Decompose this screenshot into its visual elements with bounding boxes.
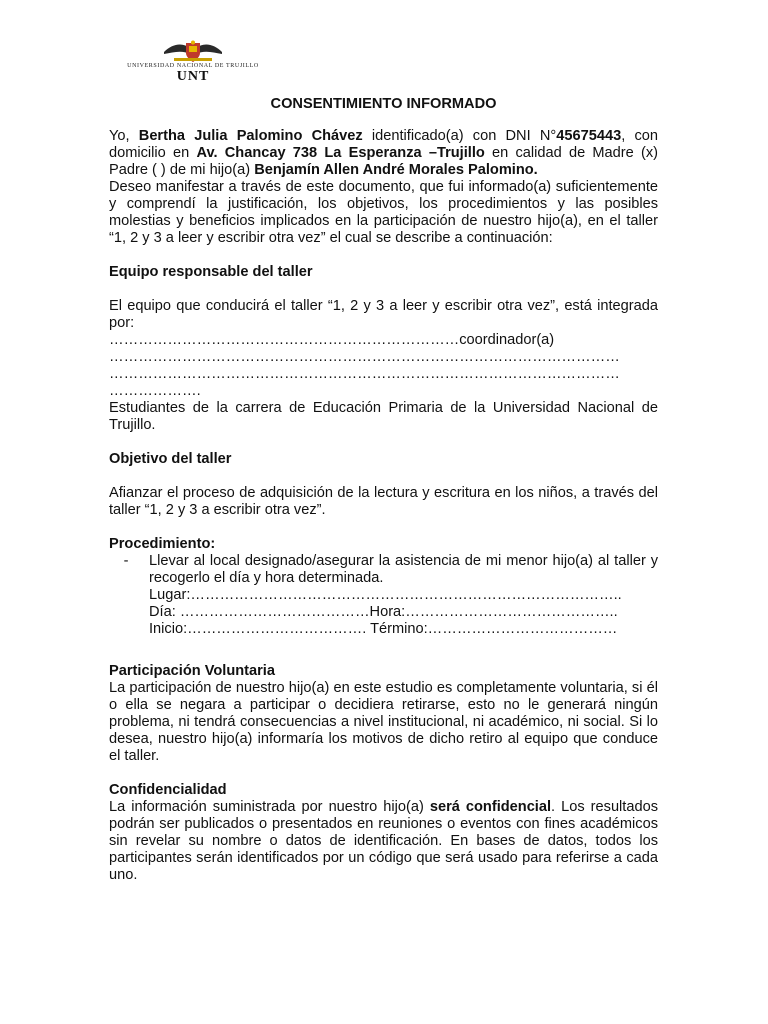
- procedimiento-text: Llevar al local designado/asegurar la asistencia de mi menor hijo(a) al taller y recogerlo el día y hora determinada.: [149, 553, 658, 586]
- document-body: [109, 96, 658, 884]
- list-dash: -: [123, 553, 129, 569]
- intro-text-1: Yo,: [109, 128, 139, 144]
- logo-acronym: UNT: [176, 69, 210, 84]
- participacion-heading: Participación Voluntaria: [109, 663, 275, 679]
- confidencialidad-text-2: . Los resultados podrán ser publicados o presentados en reuniones o eventos con fines académicos sin revelar su nombre o datos de identificación. En bases de datos, todos los participantes serán identificados por un código que será usado para referirse a cada uno.: [109, 799, 658, 883]
- child-name: Benjamín Allen André Morales Palomino.: [254, 162, 538, 178]
- dni-number: 45675443: [556, 128, 622, 144]
- intro-body: Deseo manifestar a través de este documento, que fui informado(a) suficientemente y comprendí la justificación, los objetivos, los procedimientos y las posibles molestias y beneficios implicados en la participación de nuestro hijo(a), en el taller “1, 2 y 3 a leer y escribir otra vez” el cual se describe a continuación:: [109, 179, 658, 246]
- member-line-1: ……………………………………………………………………………………………: [109, 349, 620, 365]
- dia-hora-line: Día: …………………………………Hora:……………………………………..: [149, 604, 618, 620]
- confidencialidad-text: [109, 799, 658, 884]
- inicio-termino-line: Inicio:………………………………. Término:…………………………………: [149, 621, 618, 637]
- objetivo-heading: Objetivo del taller: [109, 451, 232, 467]
- university-logo: [112, 40, 274, 84]
- equipo-text: El equipo que conducirá el taller “1, 2 y 3 a leer y escribir otra vez”, está integrada por:: [109, 298, 658, 331]
- procedimiento-heading: Procedimiento:: [109, 536, 216, 552]
- member-line-2: ……………………………………………………………………………………………: [109, 366, 620, 382]
- intro-text-4: en calidad de Madre (x) Padre ( ) de mi hijo(a): [109, 145, 659, 178]
- intro-text-2: identificado(a) con DNI N°: [362, 128, 557, 144]
- coordinator-line: ………………………………………………………………coordinador(a): [109, 332, 555, 348]
- procedimiento-item: [109, 553, 658, 638]
- confidencialidad-heading: Confidencialidad: [109, 782, 227, 798]
- students-text: Estudiantes de la carrera de Educación Primaria de la Universidad Nacional de Trujillo.: [109, 400, 658, 433]
- participacion-text: La participación de nuestro hijo(a) en este estudio es completamente voluntaria, si él o ella se negara a participar o decidiera retirarse, esto no le generará ningún problema, ni tendrá consecuencias a nivel institucional, ni académico, ni social. Si lo desea, nuestro hijo(a) informaría los motivos de dicho retiro al equipo que conduce el taller.: [109, 680, 658, 764]
- confidencialidad-text-1: La información suministrada por nuestro hijo(a): [109, 799, 430, 815]
- signer-name: Bertha Julia Palomino Chávez: [138, 128, 363, 144]
- document-title: CONSENTIMIENTO INFORMADO: [270, 96, 497, 112]
- lugar-line: Lugar:……………………………………………………………………………..: [149, 587, 622, 603]
- intro-text-3: , con domicilio en: [109, 128, 658, 161]
- logo-university-name: UNIVERSIDAD NACIONAL DE TRUJILLO: [127, 63, 259, 69]
- objetivo-text: Afianzar el proceso de adquisición de la lectura y escritura en los niños, a través del taller “1, 2 y 3 a escribir otra vez”.: [109, 485, 658, 518]
- signer-address: Av. Chancay 738 La Esperanza –Trujillo: [196, 145, 485, 161]
- intro-paragraph: [109, 128, 658, 179]
- equipo-heading: Equipo responsable del taller: [109, 264, 313, 280]
- confidencial-emphasis: será confidencial: [429, 799, 552, 815]
- member-line-3: ……………….: [109, 383, 201, 399]
- university-crest-icon: [112, 40, 274, 64]
